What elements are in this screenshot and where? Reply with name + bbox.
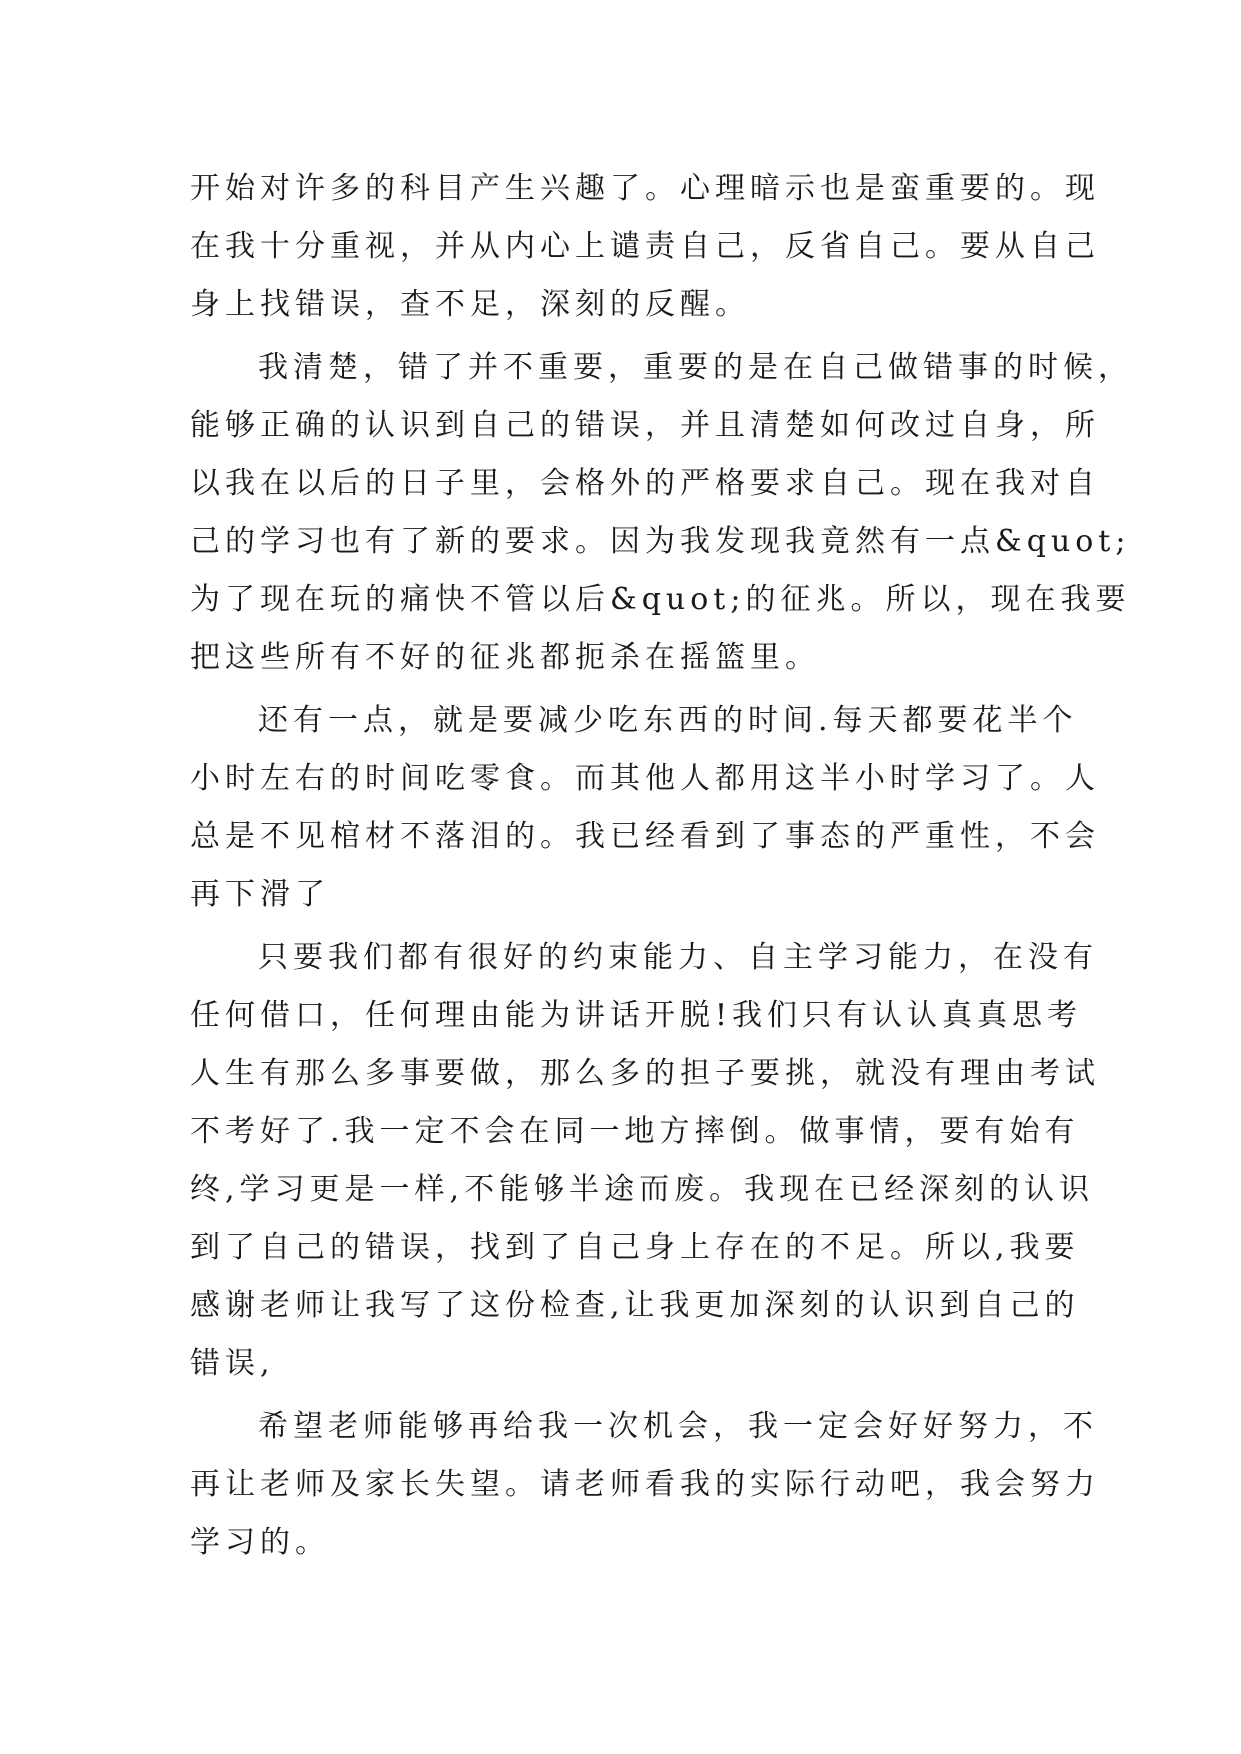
paragraph — [190, 929, 1100, 1393]
text-line: 己的学习也有了新的要求。因为我发现我竟然有一点&quot; — [190, 524, 1131, 559]
text-line: 学习的。 — [190, 1525, 330, 1560]
text-line: 我清楚，错了并不重要，重要的是在自己做错事的时候， — [258, 350, 1133, 385]
text-line: 到了自己的错误，找到了自己身上存在的不足。所以,我要 — [190, 1230, 1080, 1265]
text-line: 以我在以后的日子里，会格外的严格要求自己。现在我对自 — [190, 466, 1100, 501]
paragraph — [190, 339, 1133, 687]
text-line: 在我十分重视，并从内心上谴责自己，反省自己。要从自己 — [190, 229, 1100, 264]
text-line: 任何借口，任何理由能为讲话开脱!我们只有认认真真思考 — [190, 998, 1083, 1033]
text-line: 人生有那么多事要做，那么多的担子要挑，就没有理由考试 — [190, 1056, 1100, 1091]
paragraph — [190, 1398, 1100, 1572]
text-line: 总是不见棺材不落泪的。我已经看到了事态的严重性，不会 — [190, 819, 1100, 854]
text-line: 不考好了.我一定不会在同一地方摔倒。做事情，要有始有 — [190, 1114, 1080, 1149]
paragraph — [190, 692, 1100, 924]
text-line: 身上找错误，查不足，深刻的反醒。 — [190, 287, 750, 322]
text-line: 能够正确的认识到自己的错误，并且清楚如何改过自身，所 — [190, 408, 1100, 443]
text-line: 为了现在玩的痛快不管以后&quot;的征兆。所以，现在我要 — [190, 582, 1131, 617]
text-line: 还有一点，就是要减少吃东西的时间.每天都要花半个 — [258, 703, 1078, 738]
text-line: 再下滑了 — [190, 877, 330, 912]
document-body — [190, 160, 1133, 1572]
text-line: 小时左右的时间吃零食。而其他人都用这半小时学习了。人 — [190, 761, 1100, 796]
text-line: 只要我们都有很好的约束能力、自主学习能力，在没有 — [258, 940, 1098, 975]
text-line: 终,学习更是一样,不能够半途而废。我现在已经深刻的认识 — [190, 1172, 1095, 1207]
text-line: 感谢老师让我写了这份检查,让我更加深刻的认识到自己的 — [190, 1288, 1080, 1323]
text-line: 错误, — [190, 1346, 275, 1381]
text-line: 再让老师及家长失望。请老师看我的实际行动吧，我会努力 — [190, 1467, 1100, 1502]
text-line: 开始对许多的科目产生兴趣了。心理暗示也是蛮重要的。现 — [190, 171, 1100, 206]
paragraph — [190, 160, 1100, 334]
text-line: 把这些所有不好的征兆都扼杀在摇篮里。 — [190, 640, 820, 675]
text-line: 希望老师能够再给我一次机会，我一定会好好努力，不 — [258, 1409, 1098, 1444]
